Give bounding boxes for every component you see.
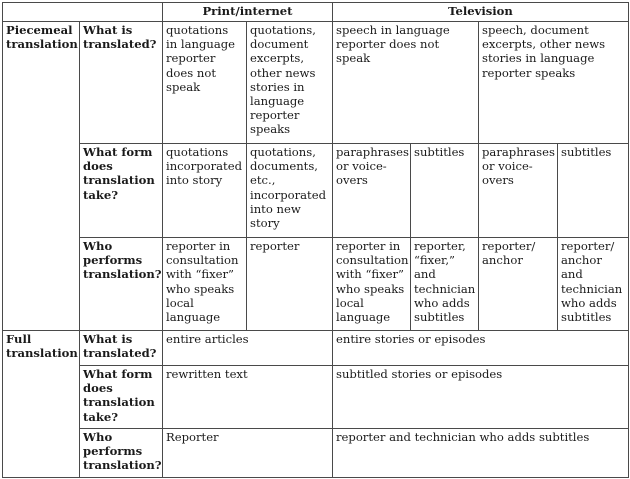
cell-piecemeal-what-print-1: quotations in language reporter does not speak	[163, 22, 247, 144]
cell-piecemeal-what-print-2: quotations, document excerpts, other news stories in language reporter speaks	[247, 22, 333, 144]
section-piecemeal: Piecemeal translation	[3, 22, 80, 331]
header-television: Television	[333, 3, 629, 22]
section-full: Full translation	[3, 331, 80, 478]
header-print: Print/internet	[163, 3, 333, 22]
cell-piecemeal-who-print-1: reporter in consultation with “fixer” who speaks local language	[163, 238, 247, 331]
cell-piecemeal-form-tv-4: subtitles	[558, 144, 629, 238]
cell-piecemeal-who-tv-1: reporter in consultation with “fixer” who speaks local language	[333, 238, 411, 331]
cell-full-who-print: Reporter	[163, 429, 333, 478]
translation-table	[2, 2, 629, 478]
cell-piecemeal-form-print-2: quotations, documents, etc., incorporated into new story	[247, 144, 333, 238]
empty-corner	[3, 3, 163, 22]
question-form-full: What form does translation take?	[80, 366, 163, 429]
cell-piecemeal-form-print-1: quotations incorporated into story	[163, 144, 247, 238]
question-who-full: Who performs translation?	[80, 429, 163, 478]
cell-piecemeal-form-tv-2: subtitles	[411, 144, 479, 238]
question-form-piecemeal: What form does translation take?	[80, 144, 163, 238]
cell-full-what-print: entire articles	[163, 331, 333, 366]
cell-full-form-tv: subtitled stories or episodes	[333, 366, 629, 429]
cell-piecemeal-what-tv-1: speech in language reporter does not speak	[333, 22, 479, 144]
question-who-piecemeal: Who performs translation?	[80, 238, 163, 331]
question-what-full: What is translated?	[80, 331, 163, 366]
cell-piecemeal-who-tv-2: reporter, “fixer,” and technician who adds subtitles	[411, 238, 479, 331]
question-what-piecemeal: What is translated?	[80, 22, 163, 144]
cell-full-form-print: rewritten text	[163, 366, 333, 429]
cell-full-what-tv: entire stories or episodes	[333, 331, 629, 366]
cell-piecemeal-who-print-2: reporter	[247, 238, 333, 331]
cell-full-who-tv: reporter and technician who adds subtitles	[333, 429, 629, 478]
cell-piecemeal-form-tv-3: paraphrases or voice-overs	[479, 144, 558, 238]
cell-piecemeal-what-tv-2: speech, document excerpts, other news stories in language reporter speaks	[479, 22, 629, 144]
cell-piecemeal-who-tv-3: reporter/ anchor	[479, 238, 558, 331]
cell-piecemeal-who-tv-4: reporter/ anchor and technician who adds subtitles	[558, 238, 629, 331]
cell-piecemeal-form-tv-1: paraphrases or voice-overs	[333, 144, 411, 238]
